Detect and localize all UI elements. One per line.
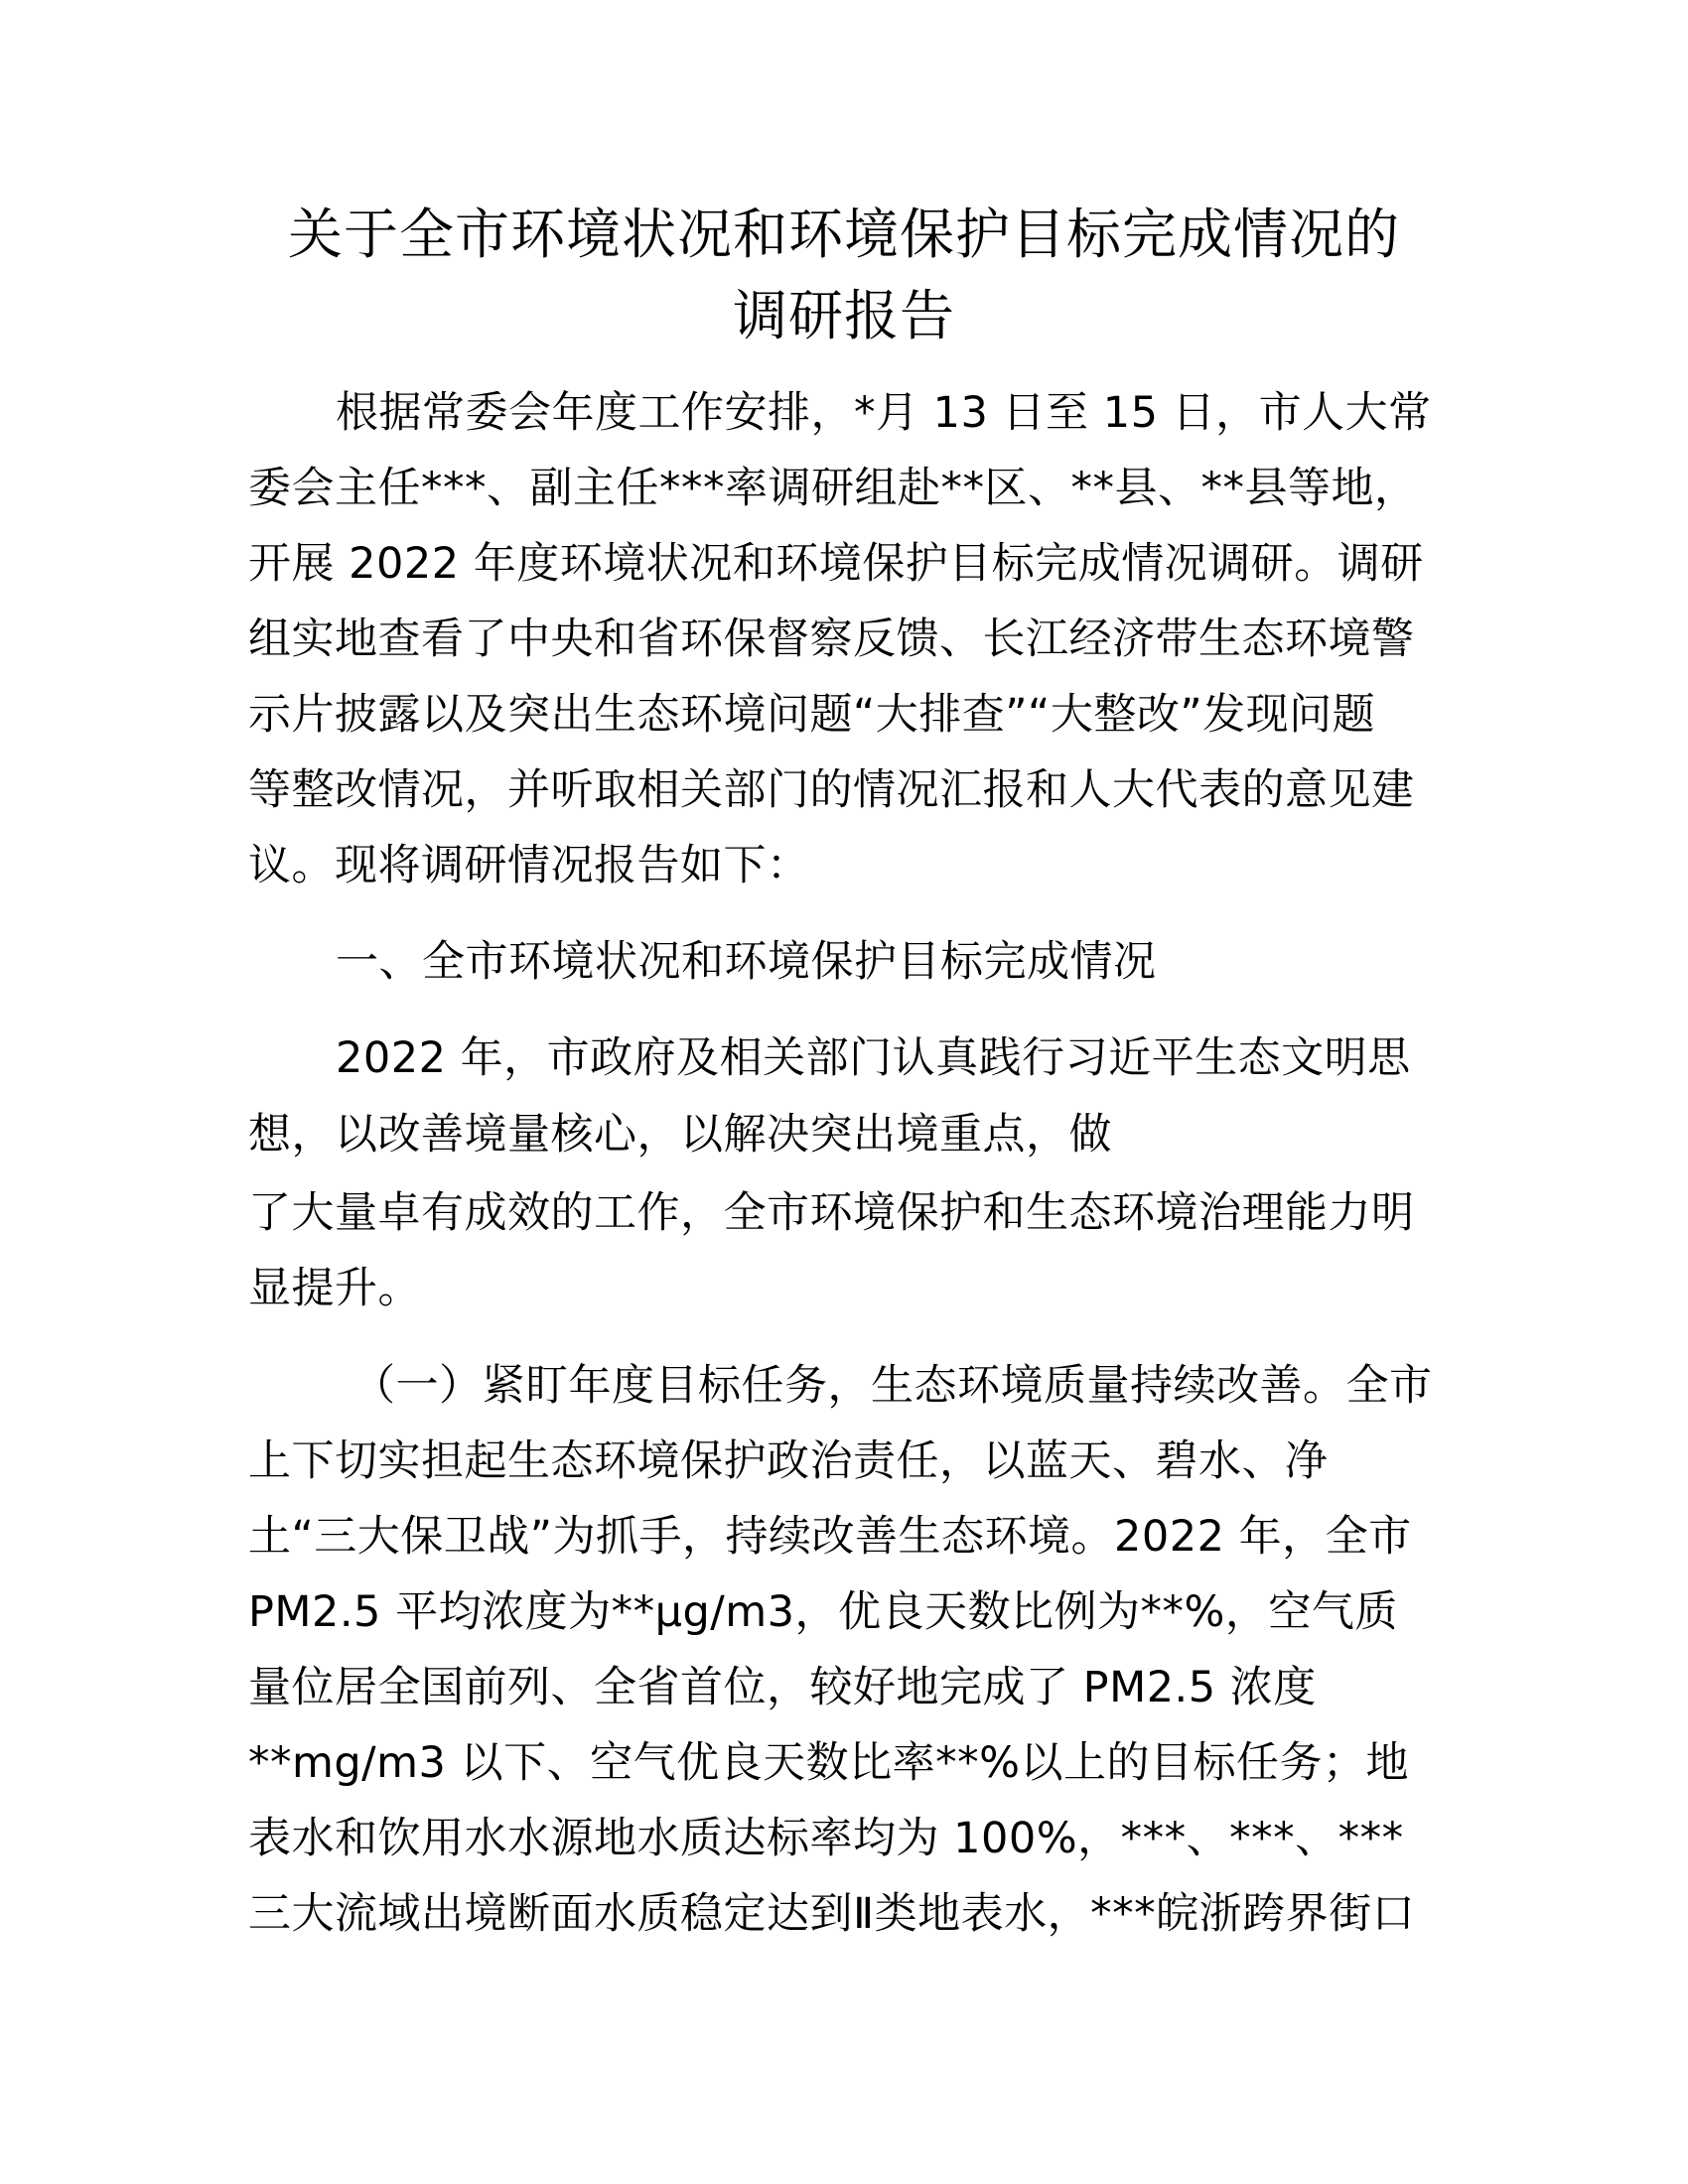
text-line: 显提升。 — [248, 1264, 421, 1313]
document-title-line-1: 关于全市环境状况和环境保护目标完成情况的 — [287, 203, 1400, 266]
text-line: 想，以改善境量核心，以解决突出境重点，做 — [248, 1110, 1112, 1160]
text-line: （一）紧盯年度目标任务，生态环境质量持续改善。全市 — [352, 1361, 1433, 1411]
text-line: 表水和饮用水水源地水质达标率均为 100%，***、***、*** — [248, 1814, 1404, 1863]
text-line: 上下切实担起生态环境保护政治责任，以蓝天、碧水、净 — [248, 1436, 1329, 1486]
text-line: 委会主任***、副主任***率调研组赴**区、**县、**县等地， — [248, 464, 1418, 513]
text-line: **mg/m3 以下、空气优良天数比率**%以上的目标任务；地 — [248, 1738, 1409, 1788]
section-heading: 一、全市环境状况和环境保护目标完成情况 — [336, 937, 1157, 987]
text-line: 组实地查看了中央和省环保督察反馈、长江经济带生态环境警 — [248, 614, 1415, 664]
text-line: 开展 2022 年度环境状况和环境保护目标完成情况调研。调研 — [248, 539, 1424, 589]
text-line: 议。现将调研情况报告如下： — [248, 841, 810, 890]
text-line: 土“三大保卫战”为抓手，持续改善生态环境。2022 年，全市 — [248, 1512, 1412, 1562]
text-line: 示片披露以及突出生态环境问题“大排查”“大整改”发现问题 — [248, 690, 1376, 740]
text-line: 三大流域出境断面水质稳定达到Ⅱ类地表水，***皖浙跨界街口 — [248, 1889, 1416, 1939]
text-line: 2022 年，市政府及相关部门认真践行习近平生态文明思 — [336, 1033, 1411, 1083]
text-line: 了大量卓有成效的工作，全市环境保护和生态环境治理能力明 — [248, 1188, 1415, 1238]
text-line: 等整改情况，并听取相关部门的情况汇报和人大代表的意见建 — [248, 765, 1415, 815]
text-line: 根据常委会年度工作安排，*月 13 日至 15 日，市人大常 — [336, 388, 1432, 438]
text-line: PM2.5 平均浓度为**μg/m3，优良天数比例为**%，空气质 — [248, 1587, 1398, 1637]
document-title-line-2: 调研报告 — [732, 284, 955, 347]
text-line: 量位居全国前列、全省首位，较好地完成了 PM2.5 浓度 — [248, 1663, 1317, 1712]
